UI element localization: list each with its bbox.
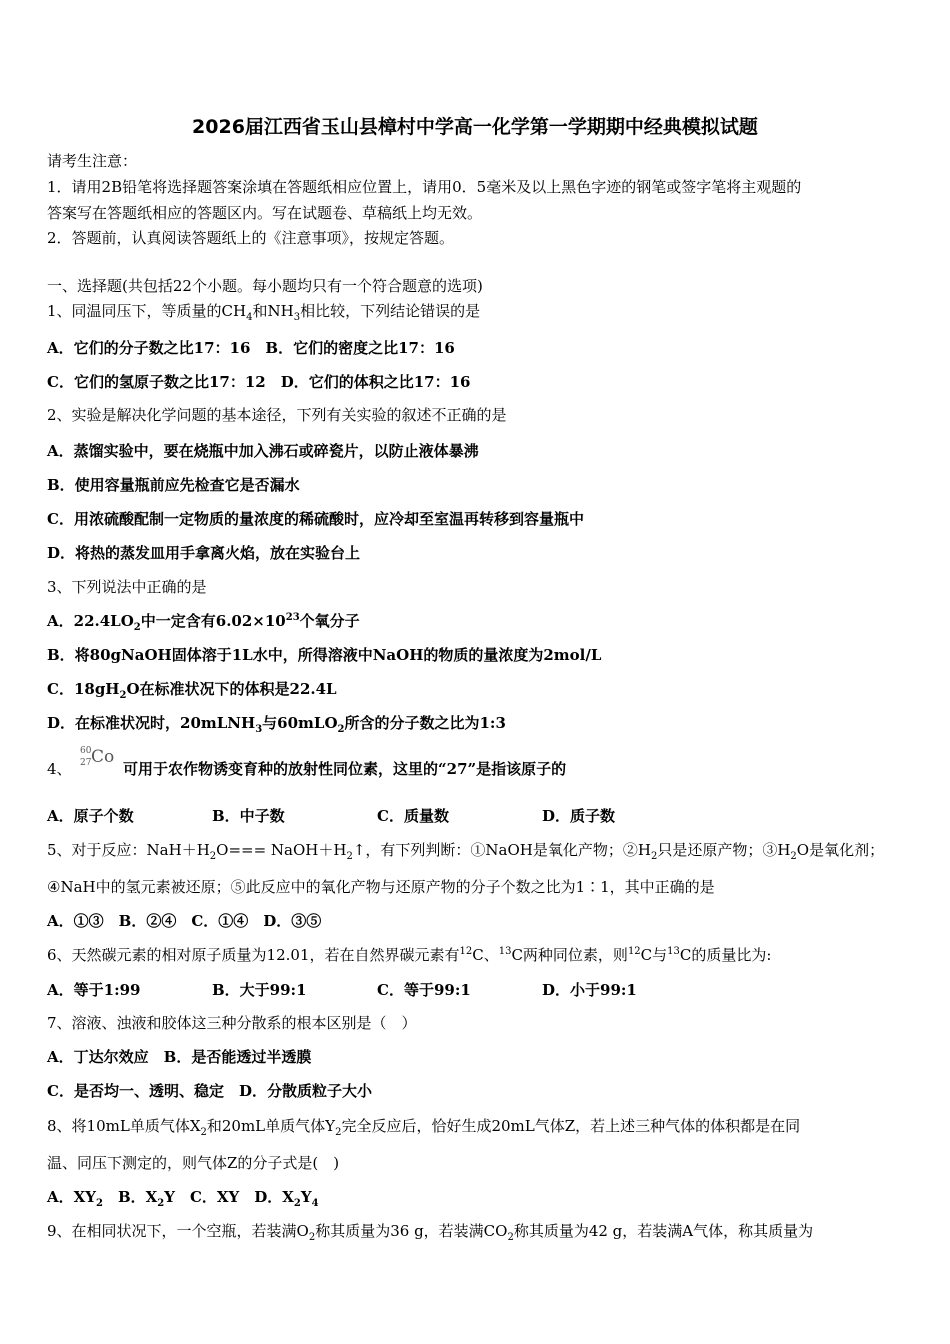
q4-number: 4、 bbox=[47, 760, 72, 778]
q7-options-row-1: A．丁达尔效应 B．是否能透过半透膜 bbox=[47, 1048, 312, 1066]
page-title: 2026届江西省玉山县樟村中学高一化学第一学期期中经典模拟试题 bbox=[192, 116, 758, 138]
nuclide-mass-number: 60 bbox=[80, 746, 92, 756]
q4-option-b: B．中子数 bbox=[212, 807, 285, 825]
notice-item-1-line-2: 答案写在答题纸相应的答题区内。写在试题卷、草稿纸上均无效。 bbox=[47, 204, 483, 222]
q4-stem: 可用于农作物诱变育种的放射性同位素，这里的“27”是指该原子的 bbox=[123, 760, 567, 778]
q3-option-d: D．在标准状况时，20mLNH$_3$与60mLO$_2$所含的分子数之比为1:3 bbox=[47, 714, 506, 735]
q5-stem: 5、对于反应：$NaH+H_2O===$ $NaOH+H_2↑$，有下列判断：①NaOH是氧化产物；$②H_2$只是还原产物；$③H_2O$是氧化剂； bbox=[47, 841, 885, 862]
q3-option-a: A．$22.4LO_2$中一定含有$6.02\times 10^{23}$个氧分子 bbox=[47, 612, 360, 633]
notice-heading: 请考生注意： bbox=[47, 152, 138, 170]
section-heading: 一、选择题(共包括22个小题。每小题均只有一个符合题意的选项) bbox=[47, 277, 483, 295]
q8-stem-line-2: 温、同压下测定的，则气体Z的分子式是( ) bbox=[47, 1154, 340, 1172]
q1-options-row-2: C．它们的氢原子数之比17：12 D．它们的体积之比17：16 bbox=[47, 373, 471, 391]
q3-option-b: B．将80gNaOH固体溶于1L水中，所得溶液中NaOH的物质的量浓度为2mol/L bbox=[47, 646, 602, 664]
q7-options-row-2: C．是否均一、透明、稳定 D．分散质粒子大小 bbox=[47, 1082, 372, 1100]
q6-option-c: C．等于99:1 bbox=[377, 981, 471, 999]
q6-stem: 6、天然碳元素的相对原子质量为12.01，若在自然界碳元素有$^{12}$C、$^{13}$C两种同位素，则$^{12}$C与$^{13}$C的质量比为: bbox=[47, 946, 772, 964]
nuclide-atomic-number: 27 bbox=[80, 758, 92, 768]
q2-option-c: C．用浓硫酸配制一定物质的量浓度的稀硫酸时，应冷却至室温再转移到容量瓶中 bbox=[47, 510, 584, 528]
q8-stem: 8、将10mL单质气体$X_2$和20mL单质气体$Y_2$完全反应后，恰好生成20mL气体Z，若上述三种气体的体积都是在同 bbox=[47, 1117, 801, 1138]
q1-stem: 1、同温同压下，等质量的$CH_4$和$NH_3$相比较，下列结论错误的是 bbox=[47, 302, 481, 323]
notice-item-1-line-1: 1．请用2B铅笔将选择题答案涂填在答题纸相应位置上，请用0．5毫米及以上黑色字迹的钢笔或签字笔将主观题的 bbox=[47, 178, 802, 196]
q9-stem: 9、在相同状况下，一个空瓶，若装满$O_2$称其质量为36 g，若装满$CO_2$称其质量为42 g，若装满A气体，称其质量为 bbox=[47, 1222, 814, 1243]
q6-option-b: B．大于99:1 bbox=[212, 981, 307, 999]
q2-stem: 2、实验是解决化学问题的基本途径，下列有关实验的叙述不正确的是 bbox=[47, 406, 507, 424]
q5-stem-line-2: ④NaH中的氢元素被还原；⑤此反应中的氧化产物与还原产物的分子个数之比为1∶1，其中正确的是 bbox=[47, 878, 715, 896]
q4-option-c: C．质量数 bbox=[377, 807, 449, 825]
notice-item-2: 2．答题前，认真阅读答题纸上的《注意事项》，按规定答题。 bbox=[47, 229, 455, 247]
q8-options: A．$XY_2$ B．$X_2Y$ C．XY D．$X_2Y_4$ bbox=[47, 1188, 319, 1209]
q3-stem: 3、下列说法中正确的是 bbox=[47, 578, 207, 596]
q2-option-b: B．使用容量瓶前应先检查它是否漏水 bbox=[47, 476, 300, 494]
nuclide-element-symbol: Co bbox=[91, 747, 115, 767]
q6-option-d: D．小于99:1 bbox=[542, 981, 637, 999]
q4-option-d: D．质子数 bbox=[542, 807, 616, 825]
q2-option-a: A．蒸馏实验中，要在烧瓶中加入沸石或碎瓷片，以防止液体暴沸 bbox=[47, 442, 479, 460]
q7-stem: 7、溶液、浊液和胶体这三种分散系的根本区别是（ ） bbox=[47, 1014, 417, 1032]
q2-option-d: D．将热的蒸发皿用手拿离火焰，放在实验台上 bbox=[47, 544, 361, 562]
q3-option-c: C．$18gH_2O$在标准状况下的体积是22.4L bbox=[47, 680, 337, 701]
q1-options-row-1: A．它们的分子数之比17：16 B．它们的密度之比17：16 bbox=[47, 339, 455, 357]
q4-option-a: A．原子个数 bbox=[47, 807, 134, 825]
q6-option-a: A．等于1:99 bbox=[47, 981, 141, 999]
cobalt-60-nuclide-symbol bbox=[78, 746, 120, 770]
q5-options: A．①③ B．②④ C．①④ D．③⑤ bbox=[47, 912, 322, 930]
